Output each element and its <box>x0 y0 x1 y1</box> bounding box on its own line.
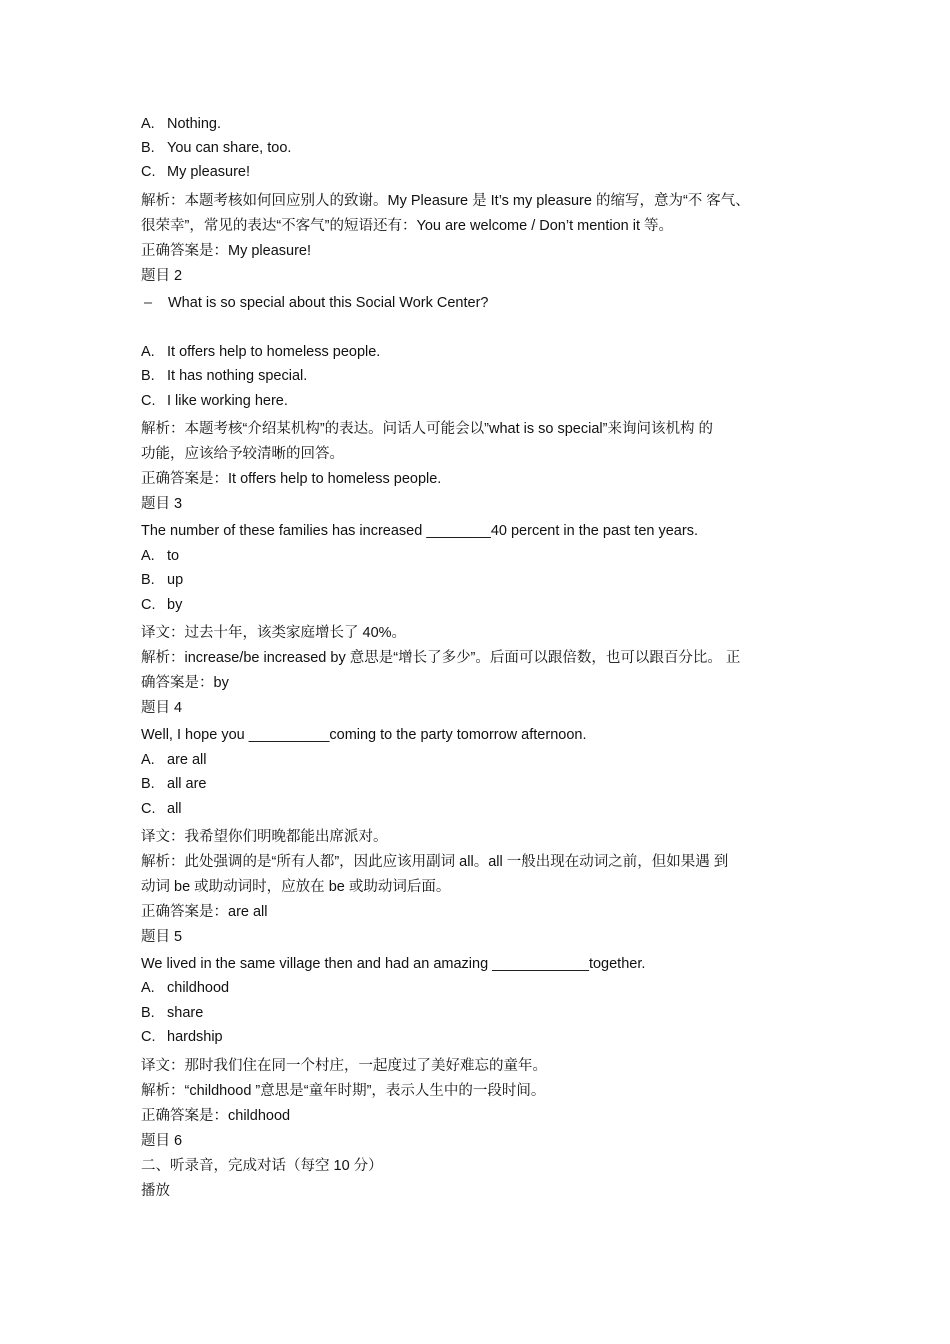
q3-option-c: C. by <box>141 597 183 613</box>
q3-analysis-line2: 确答案是：by <box>141 675 229 691</box>
q1-answer: 正确答案是：My pleasure! <box>141 243 312 259</box>
q1-analysis-line1: 解析：本题考核如何回应别人的致谢。My Pleasure 是 It’s my pleasure 的缩写，意为“不 客气、 <box>141 193 750 209</box>
q1-option-a: A. Nothing. <box>141 116 222 132</box>
q4-option-a: A. are all <box>141 752 207 768</box>
q4-answer: 正确答案是：are all <box>141 904 268 920</box>
dialogue-dash: – <box>144 295 153 311</box>
q4-title: 题目 4 <box>141 700 183 716</box>
q5-title: 题目 5 <box>141 929 183 945</box>
q5-analysis: 解析：“childhood ”意思是“童年时期”，表示人生中的一段时间。 <box>141 1083 546 1099</box>
q1-option-c: C. My pleasure! <box>141 164 251 180</box>
q3-translation: 译文：过去十年，该类家庭增长了 40%。 <box>141 625 407 641</box>
q3-stem: The number of these families has increased ________40 percent in the past ten years. <box>141 523 698 539</box>
q2-analysis-line1: 解析：本题考核“介绍某机构”的表达。问话人可能会以”what is so special”来询问该机构 的 <box>141 421 713 437</box>
q3-option-b: B. up <box>141 572 184 588</box>
q2-option-c: C. I like working here. <box>141 393 288 409</box>
q3-analysis-line1: 解析：increase/be increased by 意思是“增长了多少”。后面可以跟倍数，也可以跟百分比。 正 <box>141 650 741 666</box>
q2-option-a: A. It offers help to homeless people. <box>141 344 381 360</box>
q3-title: 题目 3 <box>141 496 183 512</box>
q5-option-a: A. childhood <box>141 980 230 996</box>
q4-stem: Well, I hope you __________coming to the party tomorrow afternoon. <box>141 727 587 743</box>
q2-title: 题目 2 <box>141 268 183 284</box>
section-heading: 二、听录音，完成对话（每空 10 分） <box>141 1158 383 1174</box>
q2-analysis-line2: 功能，应该给予较清晰的回答。 <box>141 446 344 462</box>
q2-answer: 正确答案是：It offers help to homeless people. <box>141 471 442 487</box>
q5-stem: We lived in the same village then and had an amazing ____________together. <box>141 956 646 972</box>
q5-translation: 译文：那时我们住在同一个村庄，一起度过了美好难忘的童年。 <box>141 1058 547 1074</box>
q1-analysis-line2: 很荣幸”，常见的表达“不客气”的短语还有：You are welcome / Don’t mention it 等。 <box>141 218 674 234</box>
q2-option-b: B. It has nothing special. <box>141 368 308 384</box>
q4-option-b: B. all are <box>141 776 207 792</box>
q1-option-b: B. You can share, too. <box>141 140 292 156</box>
q5-option-b: B. share <box>141 1005 204 1021</box>
q4-option-c: C. all <box>141 801 182 817</box>
q4-analysis-line1: 解析：此处强调的是“所有人都”，因此应该用副词 all。all 一般出现在动词之前，但如果遇 到 <box>141 854 729 870</box>
q6-title: 题目 6 <box>141 1133 183 1149</box>
q2-stem: – What is so special about this Social Work Center? <box>141 294 489 312</box>
q4-analysis-line2: 动词 be 或助动词时，应放在 be 或助动词后面。 <box>141 879 451 895</box>
play-link[interactable]: 播放 <box>141 1183 170 1199</box>
q5-answer: 正确答案是：childhood <box>141 1108 291 1124</box>
q5-option-c: C. hardship <box>141 1029 223 1045</box>
q4-translation: 译文：我希望你们明晚都能出席派对。 <box>141 829 388 845</box>
q3-option-a: A. to <box>141 548 180 564</box>
